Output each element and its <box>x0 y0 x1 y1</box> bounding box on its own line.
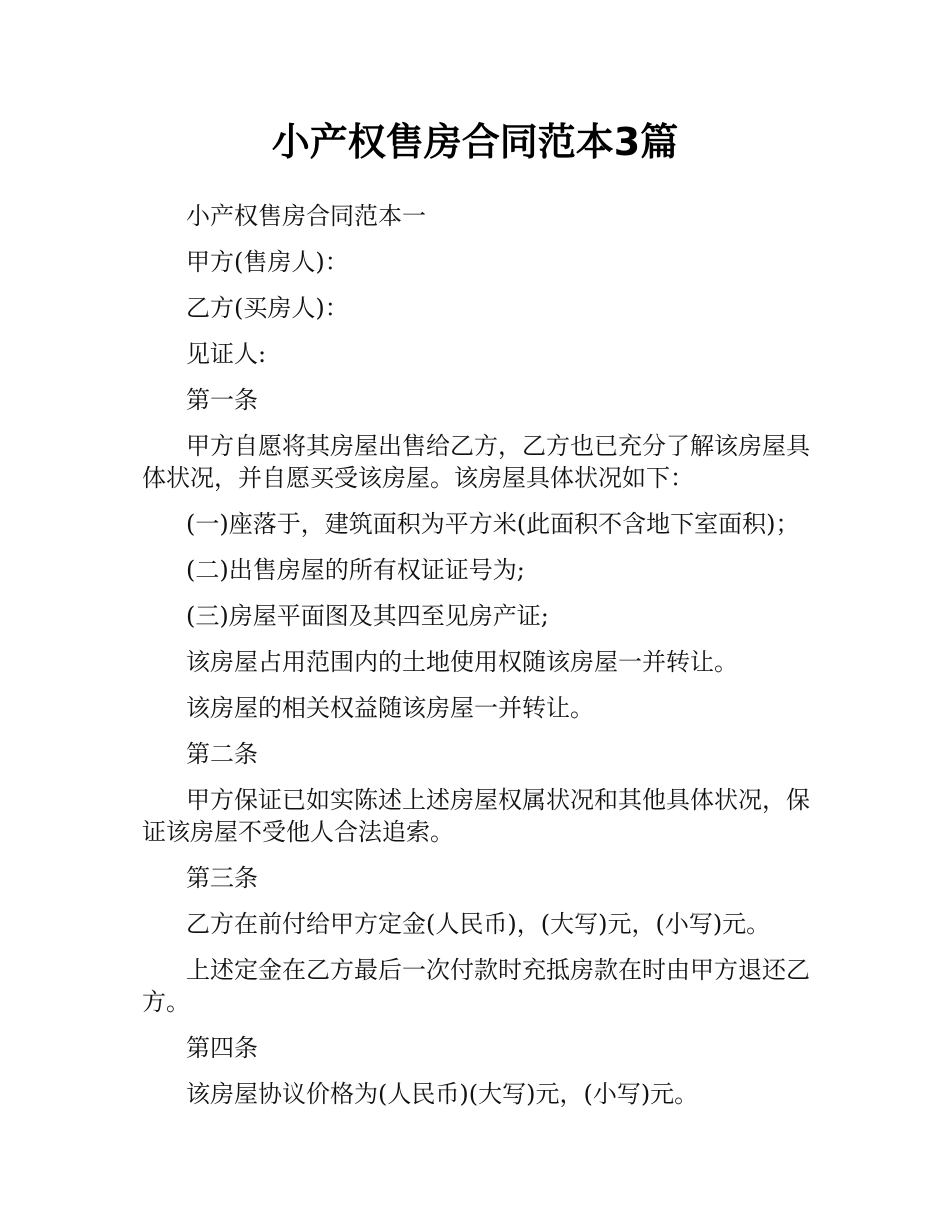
paragraph-witness: 见证人: <box>186 340 267 368</box>
article-1-item-2: (二)出售房屋的所有权证证号为; <box>186 556 525 584</box>
article-1-item-1: (一)座落于，建筑面积为平方米(此面积不含地下室面积)； <box>186 510 800 538</box>
article-1-text: 甲方自愿将其房屋出售给乙方，乙方也已充分了解该房屋具体状况，并自愿买受该房屋。该房屋具体状况如下： <box>142 432 810 492</box>
article-3-deposit-refund: 上述定金在乙方最后一次付款时充抵房款在时由甲方退还乙方。 <box>142 956 810 1016</box>
document-body <box>142 200 822 1124</box>
article-1-land-rights: 该房屋占用范围内的土地使用权随该房屋一并转让。 <box>186 648 738 676</box>
article-1-heading: 第一条 <box>186 386 258 414</box>
paragraph-party-b: 乙方(买房人)： <box>186 294 349 322</box>
document-title: 小产权售房合同范本3篇 <box>271 120 679 164</box>
article-4-heading: 第四条 <box>186 1034 258 1062</box>
article-3-deposit: 乙方在前付给甲方定金(人民币)，(大写)元，(小写)元。 <box>186 910 771 938</box>
article-3-heading: 第三条 <box>186 864 258 892</box>
article-2-text: 甲方保证已如实陈述上述房屋权属状况和其他具体状况，保证该房屋不受他人合法追索。 <box>142 786 810 846</box>
article-1-related-rights: 该房屋的相关权益随该房屋一并转让。 <box>186 694 594 722</box>
article-4-price: 该房屋协议价格为(人民币)(大写)元，(小写)元。 <box>186 1080 699 1108</box>
article-1-item-3: (三)房屋平面图及其四至见房产证; <box>186 602 549 630</box>
paragraph-section-heading: 小产权售房合同范本一 <box>186 202 426 230</box>
article-2-heading: 第二条 <box>186 740 258 768</box>
paragraph-party-a: 甲方(售房人)： <box>186 248 349 276</box>
